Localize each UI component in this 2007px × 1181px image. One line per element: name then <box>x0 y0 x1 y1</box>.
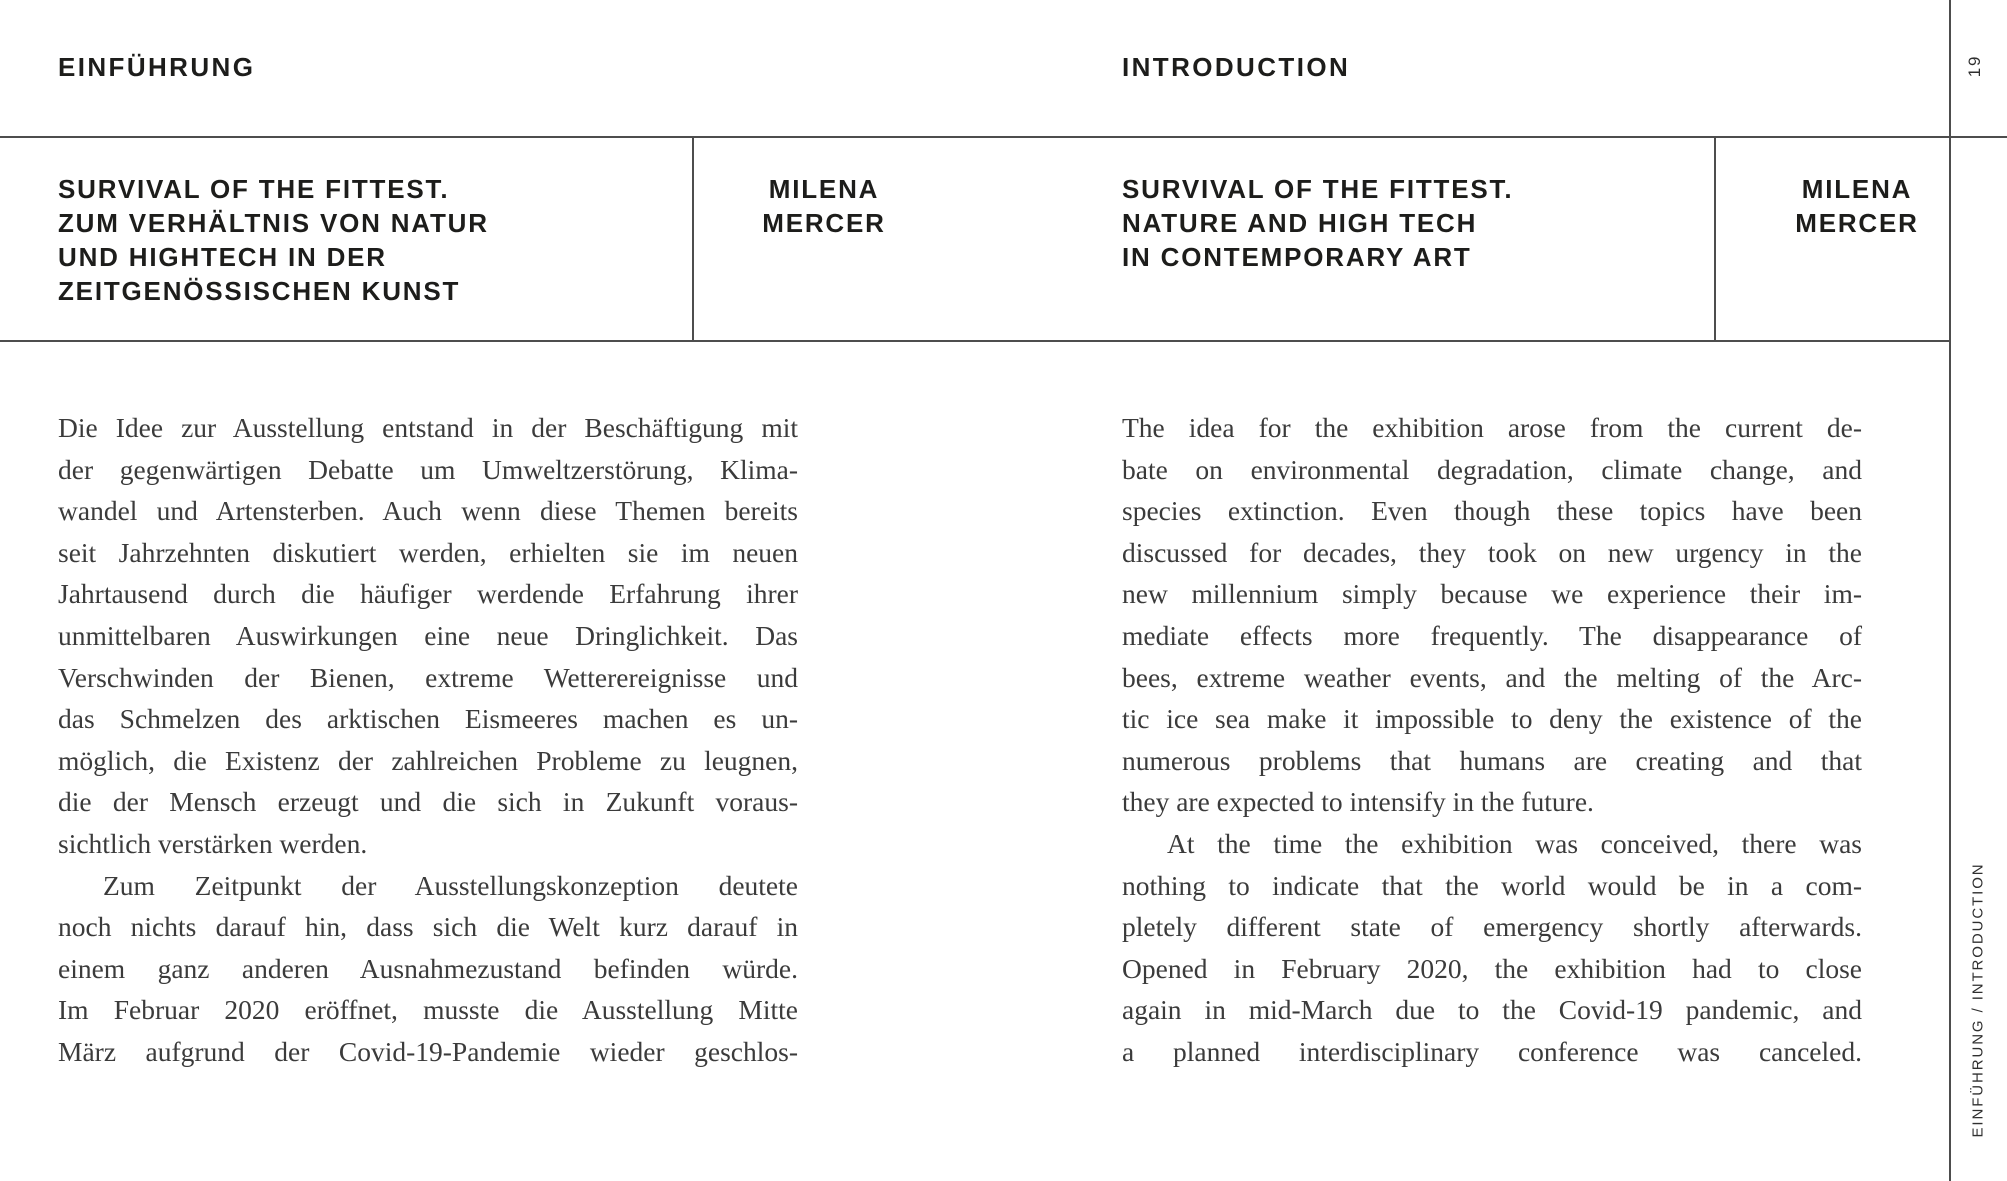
english-author <box>1795 172 1918 240</box>
german-text-line: möglich, die Existenz der zahlreichen Probleme zu leugnen, <box>58 744 798 776</box>
english-text-line: At the time the exhibition was conceived, there was <box>1167 827 1862 859</box>
author-name-line: MERCER <box>1795 208 1919 238</box>
english-text-line: a planned interdisciplinary conference was canceled. <box>1122 1035 1862 1067</box>
german-text-line: Zum Zeitpunkt der Ausstellungskonzeption deutete <box>103 869 798 901</box>
english-text-line: mediate effects more frequently. The disappearance of <box>1122 619 1862 651</box>
german-text-line: noch nichts darauf hin, dass sich die Welt kurz darauf in <box>58 911 798 943</box>
german-text-line: Jahrtausend durch die häufiger werdende Erfahrung ihrer <box>58 578 798 610</box>
title-band-divider-left <box>692 137 694 341</box>
english-text-line: tic ice sea make it impossible to deny the existence of the <box>1122 703 1862 735</box>
author-name-line: MILENA <box>1801 174 1913 204</box>
german-text-line: seit Jahrzehnten diskutiert werden, erhielten sie im neuen <box>58 536 798 568</box>
german-text-line: die der Mensch erzeugt und die sich in Zukunft voraus- <box>58 786 798 818</box>
german-text-column <box>58 407 798 1073</box>
title-band-top-rule <box>0 136 2007 138</box>
page-margin-rule <box>1949 0 1951 1181</box>
english-text-line: discussed for decades, they took on new urgency in the <box>1122 536 1862 568</box>
german-text-line: wandel und Artensterben. Auch wenn diese Themen bereits <box>58 495 798 527</box>
german-title-line: SURVIVAL OF THE FITTEST. <box>58 174 450 204</box>
english-text-line: they are expected to intensify in the future. <box>1122 786 1594 818</box>
english-text-line: bate on environmental degradation, climate change, and <box>1122 453 1862 485</box>
english-text-line: The idea for the exhibition arose from the current de- <box>1122 412 1862 443</box>
english-text-line: nothing to indicate that the world would be in a com- <box>1122 869 1862 901</box>
author-name-line: MERCER <box>762 208 886 238</box>
english-text-line: pletely different state of emergency shortly afterwards. <box>1122 911 1862 943</box>
running-head-english: INTRODUCTION <box>1122 52 1351 82</box>
german-text-line: der gegenwärtigen Debatte um Umweltzerstörung, Klima- <box>58 453 798 485</box>
german-text-line: das Schmelzen des arktischen Eismeeres machen es un- <box>58 703 798 735</box>
title-band-bottom-rule <box>0 340 1950 342</box>
english-title-line: NATURE AND HIGH TECH <box>1122 208 1478 238</box>
english-text-line: Opened in February 2020, the exhibition had to close <box>1122 952 1862 984</box>
english-text-line: new millennium simply because we experience their im- <box>1122 578 1862 610</box>
english-text-column <box>1122 407 1862 1073</box>
running-head-german: EINFÜHRUNG <box>58 52 256 82</box>
english-text-line: again in mid-March due to the Covid-19 pandemic, and <box>1122 994 1862 1026</box>
german-text-line: Verschwinden der Bienen, extreme Wetterereignisse und <box>58 661 798 693</box>
german-title <box>58 172 489 308</box>
english-title <box>1122 172 1513 274</box>
title-band-divider-right <box>1714 137 1716 341</box>
side-chapter-label: EINFÜHRUNG / INTRODUCTION <box>1969 862 1987 1138</box>
english-title-line: IN CONTEMPORARY ART <box>1122 242 1472 272</box>
german-text-line: Im Februar 2020 eröffnet, musste die Ausstellung Mitte <box>58 994 798 1026</box>
english-text-line: bees, extreme weather events, and the melting of the Arc- <box>1122 661 1862 693</box>
german-text-line: einem ganz anderen Ausnahmezustand befinden würde. <box>58 952 798 984</box>
german-title-line: ZUM VERHÄLTNIS VON NATUR <box>58 208 489 238</box>
german-text-line: sichtlich verstärken werden. <box>58 827 368 859</box>
english-text-line: species extinction. Even though these topics have been <box>1122 495 1862 527</box>
german-text-line: unmittelbaren Auswirkungen eine neue Dringlichkeit. Das <box>58 619 798 651</box>
german-text-line: März aufgrund der Covid-19-Pandemie wieder geschlos- <box>58 1035 798 1067</box>
english-title-line: SURVIVAL OF THE FITTEST. <box>1122 174 1514 204</box>
german-author <box>762 172 885 240</box>
german-title-line: ZEITGENÖSSISCHEN KUNST <box>58 276 461 306</box>
author-name-line: MILENA <box>768 174 880 204</box>
german-title-line: UND HIGHTECH IN DER <box>58 242 387 272</box>
english-text-line: numerous problems that humans are creating and that <box>1122 744 1862 776</box>
german-text-line: Die Idee zur Ausstellung entstand in der Beschäftigung mit <box>58 412 798 443</box>
page-number: 19 <box>1965 54 1984 78</box>
